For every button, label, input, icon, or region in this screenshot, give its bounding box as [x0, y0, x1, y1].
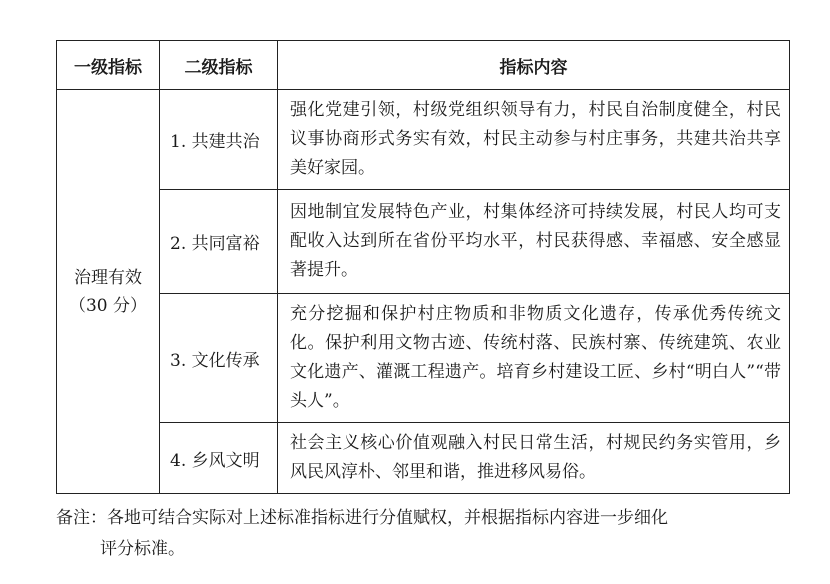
- table-row: [57, 423, 790, 494]
- header-content: 指标内容: [278, 41, 790, 90]
- footnote: [56, 503, 796, 565]
- table-row: [57, 294, 790, 423]
- content-cell: 因地制宜发展特色产业，村集体经济可持续发展，村民人均可支配收入达到所在省份平均水平，村民获得感、幸福感、安全感显著提升。: [278, 190, 790, 294]
- level2-cell: 2. 共同富裕: [160, 190, 278, 294]
- table-row: [57, 190, 790, 294]
- table-header-row: [57, 41, 790, 90]
- level1-cell: [57, 90, 160, 494]
- header-level1: 一级指标: [57, 41, 160, 90]
- footnote-line: 备注：各地可结合实际对上述标准指标进行分值赋权，并根据指标内容进一步细化: [56, 508, 668, 528]
- content-cell: 充分挖掘和保护村庄物质和非物质文化遗存，传承优秀传统文化。保护利用文物古迹、传统村落、民族村寨、传统建筑、农业文化遗产、灌溉工程遗产。培育乡村建设工匠、乡村“明白人”“带头人”。: [278, 294, 790, 423]
- header-level2: 二级指标: [160, 41, 278, 90]
- level1-name: 治理有效: [74, 267, 142, 288]
- level2-cell: 4. 乡风文明: [160, 423, 278, 494]
- table-row: [57, 90, 790, 190]
- level2-cell: 1. 共建共治: [160, 90, 278, 190]
- level2-cell: 3. 文化传承: [160, 294, 278, 423]
- indicator-table: [56, 40, 790, 494]
- content-cell: 强化党建引领，村级党组织领导有力，村民自治制度健全，村民议事协商形式务实有效，村民主动参与村庄事务，共建共治共享美好家园。: [278, 90, 790, 190]
- level1-score: （30 分）: [68, 295, 148, 316]
- footnote-line: 评分标准。: [100, 539, 185, 559]
- content-cell: 社会主义核心价值观融入村民日常生活，村规民约务实管用，乡风民风淳朴、邻里和谐，推进移风易俗。: [278, 423, 790, 494]
